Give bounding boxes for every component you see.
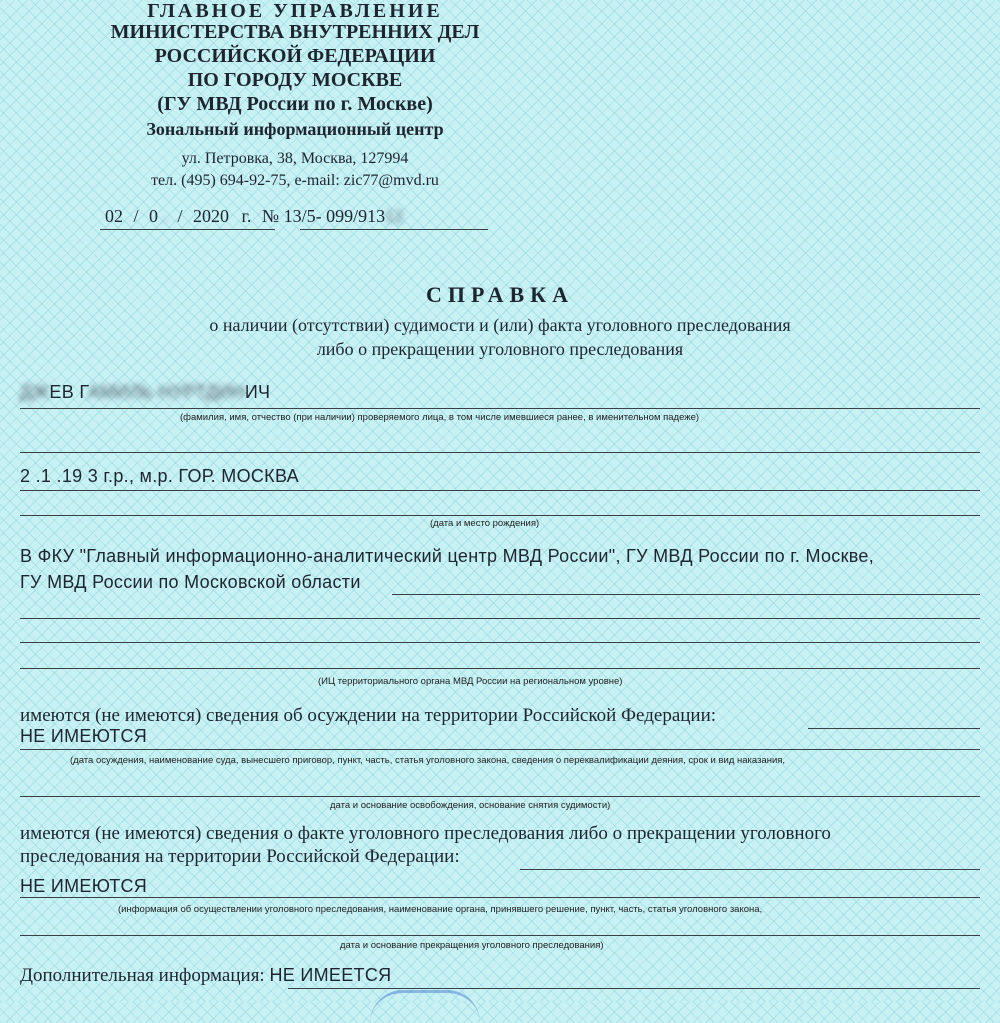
number-value: 13/5- 099/913 [283, 206, 386, 226]
date-day: 02 [105, 206, 123, 226]
ic-underline-4 [20, 668, 980, 669]
convictions-underline-2 [20, 796, 980, 797]
name-underline-2 [20, 452, 980, 453]
document-subtitle-line-2: либо о прекращении уголовного преследования [316, 339, 684, 359]
org-line-4: ПО ГОРОДУ МОСКВЕ [187, 69, 403, 91]
date-month: 0 [149, 206, 159, 226]
prosecution-answer-underline [20, 897, 980, 898]
ic-line-2: ГУ МВД России по Московской области [20, 572, 361, 592]
prosecution-answer: НЕ ИМЕЮТСЯ [20, 876, 148, 896]
ic-caption: (ИЦ территориального органа МВД России на региональном уровне) [318, 676, 623, 687]
convictions-caption-2: дата и основание освобождения, основание снятия судимости) [330, 800, 611, 811]
prosecution-underline-2 [20, 935, 980, 936]
convictions-question-underline [808, 728, 980, 729]
ic-line-1: В ФКУ "Главный информационно-аналитический центр МВД России", ГУ МВД России по г. Москве, [20, 546, 875, 566]
name-caption: (фамилия, имя, отчество (при наличии) проверяемого лица, в том числе имевшиеся ранее, в именительном падеже) [180, 412, 700, 423]
date-underline [100, 229, 275, 230]
birth-caption: (дата и место рождения) [430, 518, 540, 529]
additional-info-value: НЕ ИМЕЕТСЯ [269, 965, 392, 985]
convictions-question: имеются (не имеются) сведения об осуждении на территории Российской Федерации: [20, 705, 717, 726]
org-short-name: (ГУ МВД России по г. Москве) [157, 93, 433, 115]
date-suffix: г. [241, 206, 252, 226]
doc-date-number: 02 / 0 . / 2020 г. № 13/5- 099/91312 [105, 206, 404, 226]
seal-stamp-edge [370, 990, 480, 1023]
document-title: СПРАВКА [425, 282, 575, 307]
document-subtitle-line-1: о наличии (отсутствии) судимости и (или) факта уголовного преследования [209, 315, 791, 335]
ic-underline [392, 594, 980, 595]
info-center-name: Зональный информационный центр [146, 119, 444, 139]
ic-underline-3 [20, 642, 980, 643]
org-line-3: РОССИЙСКОЙ ФЕДЕРАЦИИ [154, 45, 436, 67]
prosecution-caption-1: (информация об осуществлении уголовного преследования, наименование органа, принявшего решение, пункт, часть, статья уголовного закона, [118, 904, 763, 915]
convictions-answer-underline [20, 749, 980, 750]
person-name: ДЖЕВ ГАМИЛЬ НУРТДИНИЧ [20, 382, 271, 402]
birth-underline-2 [20, 515, 980, 516]
convictions-caption-1: (дата осуждения, наименование суда, вынесшего приговор, пункт, часть, статья уголовного закона, сведения о переквалификации деяния, срок и вид наказания, [70, 755, 786, 766]
person-name-tail: ИЧ [244, 382, 271, 402]
org-address: ул. Петровка, 38, Москва, 127994 [181, 150, 409, 167]
prosecution-caption-2: дата и основание прекращения уголовного преследования) [340, 940, 604, 951]
prosecution-question-line-1: имеются (не имеются) сведения о факте уголовного преследования либо о прекращении уголовного [20, 823, 831, 844]
prosecution-question-underline [520, 869, 980, 870]
org-contacts: тел. (495) 694-92-75, e-mail: zic77@mvd.ru [151, 172, 439, 189]
name-underline [20, 408, 980, 409]
birth-underline [20, 490, 980, 491]
prosecution-question-line-2: преследования на территории Российской Федерации: [20, 846, 460, 867]
number-underline [300, 229, 488, 230]
ic-underline-2 [20, 618, 980, 619]
number-label: № [261, 206, 280, 226]
org-line-2: МИНИСТЕРСТВА ВНУТРЕННИХ ДЕЛ [110, 21, 480, 43]
convictions-answer: НЕ ИМЕЮТСЯ [20, 726, 148, 746]
org-line-1: ГЛАВНОЕ УПРАВЛЕНИЕ [147, 0, 443, 22]
additional-info [20, 965, 391, 987]
additional-info-label: Дополнительная информация: [20, 965, 265, 986]
person-name-visible: ЕВ Г [49, 382, 89, 402]
birth-info: 2 .1 .19 3 г.р., м.р. ГОР. МОСКВА [20, 466, 299, 486]
additional-underline [288, 988, 980, 989]
date-year: 2020 [193, 206, 230, 226]
